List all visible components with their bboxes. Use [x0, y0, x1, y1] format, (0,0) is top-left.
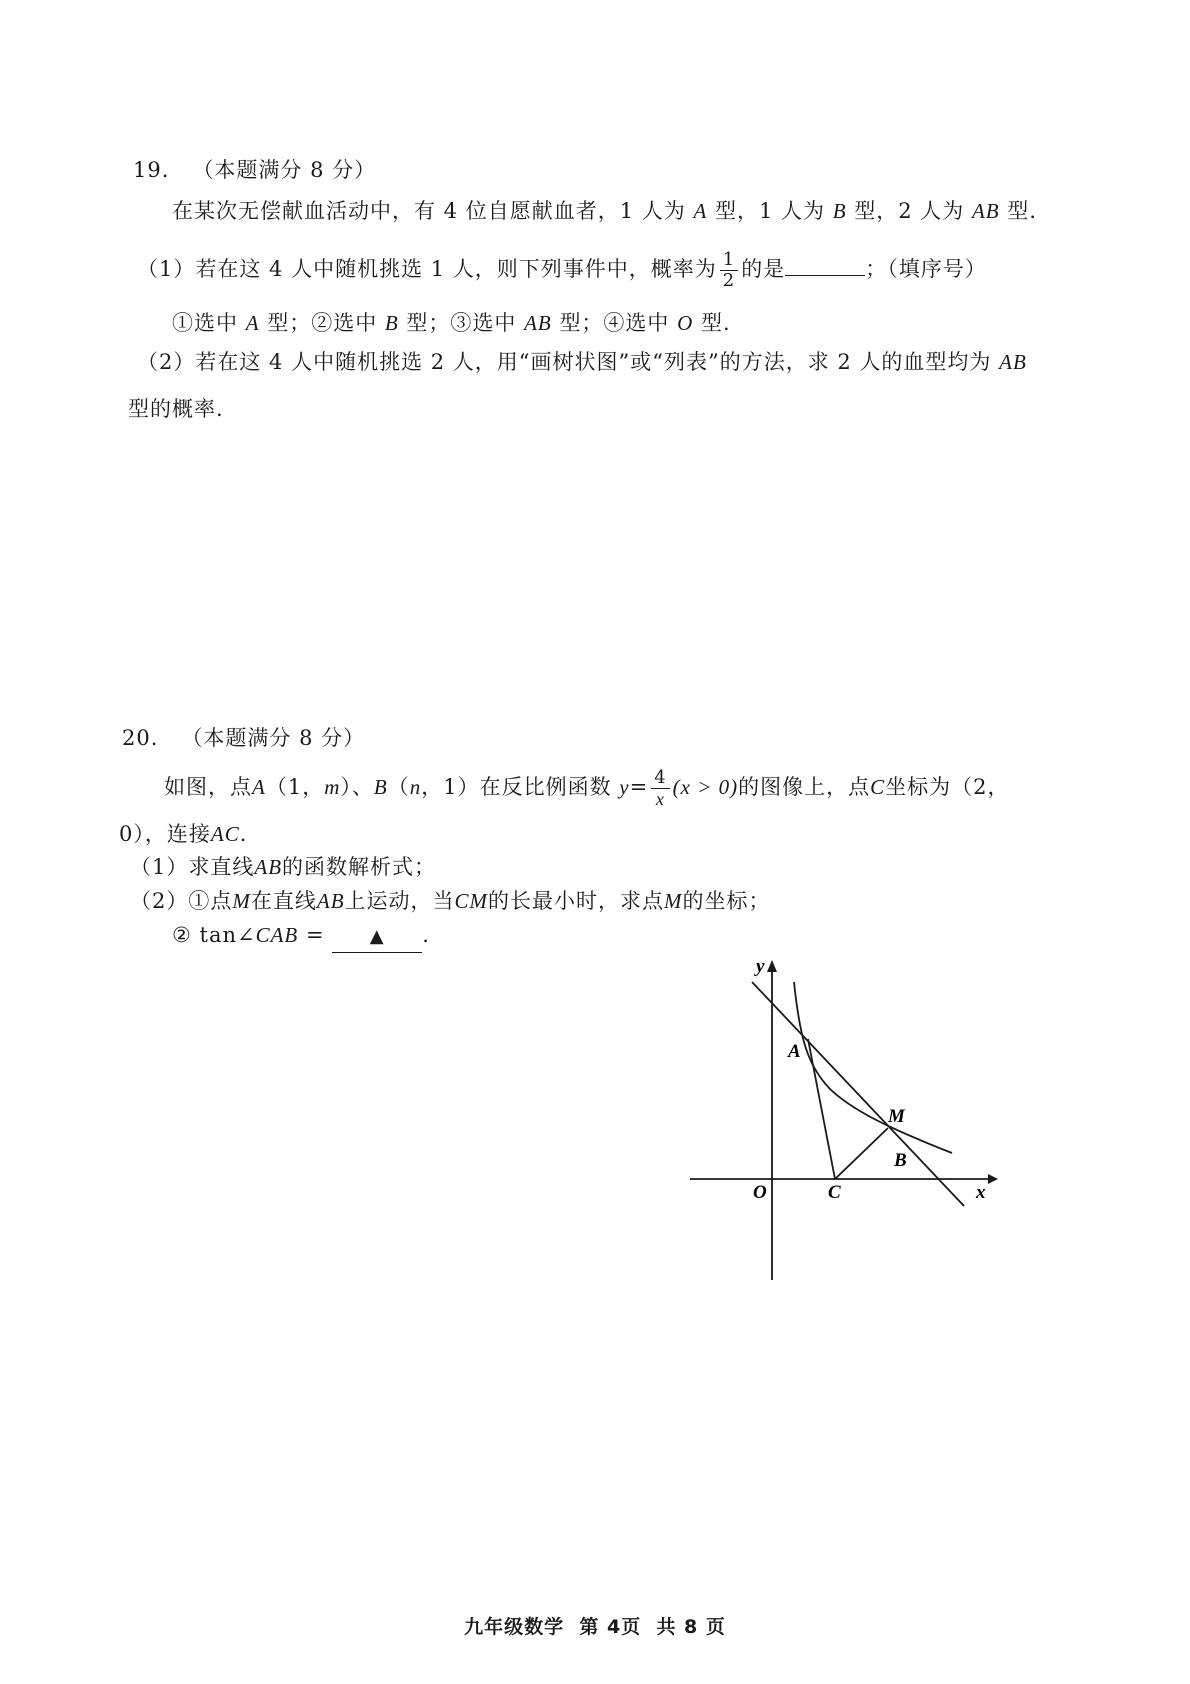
segment-cm: [835, 1128, 888, 1179]
q20-header: [122, 723, 365, 753]
footer-subject: 九年级数学: [464, 1616, 565, 1638]
label-x: x: [976, 1182, 986, 1203]
q20-var-b: B: [373, 775, 388, 799]
q20-intro-text: .: [239, 822, 248, 846]
q19-header: [133, 155, 376, 185]
fraction-numerator: 4: [651, 768, 669, 789]
hyperbola-curve: [794, 982, 952, 1153]
q19-var-ab: AB: [524, 311, 552, 335]
q20-part2-text: 的长最小时，求点: [488, 889, 665, 913]
q20-intro-text: 如图，点: [164, 775, 252, 799]
q20-figure: [680, 950, 1010, 1290]
q19-part2-text: （2）若在这 4 人中随机挑选 2 人，用“画树状图”或“列表”的方法，求 2 人的血型均为: [137, 350, 992, 374]
q20-var-y: y: [619, 775, 630, 799]
q19-part1-text: 的是: [741, 257, 786, 281]
fraction-denominator: x: [655, 789, 665, 809]
q20-part2-text: 在直线: [250, 889, 317, 913]
fraction-four-over-x: [651, 768, 669, 809]
segment-ac: [808, 1039, 835, 1179]
y-axis-arrow: [767, 960, 777, 972]
q20-intro-text: 0），连接: [119, 822, 211, 846]
q19-option-text: 型.: [700, 311, 731, 335]
q20-intro-text: 坐标为（2，: [885, 775, 1010, 799]
fraction-denominator: 2: [722, 270, 736, 291]
q20-var-m: m: [324, 775, 341, 799]
q20-intro-text: ，1）在反比例函数: [421, 775, 612, 799]
q20-score: （本题满分 8 分）: [181, 726, 366, 750]
q19-intro-text: 在某次无偿献血活动中，有 4 位自愿献血者，1 人为: [172, 199, 686, 223]
q19-options: [172, 308, 731, 338]
q20-part2b: [172, 920, 430, 953]
q19-var-a: A: [245, 311, 260, 335]
q20-intro-cont: [119, 819, 247, 849]
q20-equals: =: [629, 775, 649, 799]
q20-part1: [130, 852, 436, 882]
label-a: A: [788, 1041, 801, 1062]
q19-part1-text: ；（填序号）: [865, 257, 987, 281]
q20-var-n: n: [409, 775, 422, 799]
footer-total-pages: 共 8 页: [656, 1616, 726, 1638]
q19-intro: [172, 196, 1037, 226]
q20-var-ab: AB: [316, 889, 345, 913]
q20-intro-text: ）、: [340, 775, 374, 799]
label-b: B: [894, 1150, 907, 1171]
label-o: O: [753, 1182, 767, 1203]
q19-option-text: ①选中: [172, 311, 238, 335]
label-y: y: [756, 956, 765, 977]
label-c: C: [828, 1182, 841, 1203]
q20-var-ab: AB: [254, 855, 283, 879]
q19-var-ab: AB: [999, 350, 1027, 374]
q19-part2: [137, 347, 1027, 377]
q20-var-a: A: [252, 775, 266, 799]
q19-option-text: 型；③选中: [406, 311, 517, 335]
q19-var-ab: AB: [971, 199, 1000, 223]
q20-number: 20.: [122, 726, 159, 750]
q20-intro: [164, 768, 1010, 809]
answer-blank: [785, 255, 865, 276]
q19-option-text: 型；②选中: [267, 311, 378, 335]
q19-var-o: O: [677, 311, 694, 335]
q20-var-cm: CM: [454, 889, 489, 913]
q20-domain-condition: (x > 0): [672, 775, 739, 799]
q20-part2b-text: ② tan∠: [172, 923, 256, 947]
q20-intro-text: （: [387, 775, 410, 799]
q19-var-b: B: [832, 199, 847, 223]
q20-var-c: C: [870, 775, 886, 799]
q20-part2: [130, 886, 771, 916]
q20-part2b-text: .: [422, 923, 430, 947]
x-axis-arrow: [988, 1174, 998, 1184]
q20-var-m-point: M: [232, 889, 251, 913]
q19-part2-text: 型的概率.: [128, 397, 224, 421]
line-ab: [752, 982, 964, 1206]
q19-part1: [137, 250, 987, 291]
q19-var-b: B: [384, 311, 399, 335]
q20-intro-text: （1，: [265, 775, 325, 799]
q20-var-ac: AC: [210, 822, 240, 846]
q20-part2-text: 的坐标；: [682, 889, 771, 913]
q20-var-cab: CAB: [255, 923, 299, 947]
q19-option-text: 型；④选中: [559, 311, 670, 335]
q19-intro-text: 型.: [1007, 199, 1037, 223]
fraction-numerator: 1: [720, 250, 738, 271]
q19-part2-cont: [128, 394, 224, 424]
q20-part2-text: （2）①点: [130, 889, 233, 913]
q19-score: （本题满分 8 分）: [192, 158, 377, 182]
q19-var-a: A: [693, 199, 708, 223]
q19-intro-text: 型，2 人为: [854, 199, 965, 223]
q20-equals: =: [298, 923, 333, 947]
label-m: M: [888, 1106, 905, 1127]
answer-blank-triangle: ▲: [332, 922, 422, 953]
q19-intro-text: 型，1 人为: [714, 199, 825, 223]
page-footer: [0, 1612, 1190, 1639]
q19-number: 19.: [133, 158, 170, 182]
q19-part1-text: （1）若在这 4 人中随机挑选 1 人，则下列事件中，概率为: [137, 257, 717, 281]
q20-part2-text: 上运动，当: [344, 889, 455, 913]
fraction-one-half: [720, 250, 738, 291]
q20-part1-text: 的函数解析式；: [282, 855, 437, 879]
q20-var-m-point: M: [664, 889, 683, 913]
q20-intro-text: 的图像上，点: [738, 775, 871, 799]
footer-page-number: 第 4页: [579, 1616, 642, 1638]
q20-part1-text: （1）求直线: [130, 855, 255, 879]
